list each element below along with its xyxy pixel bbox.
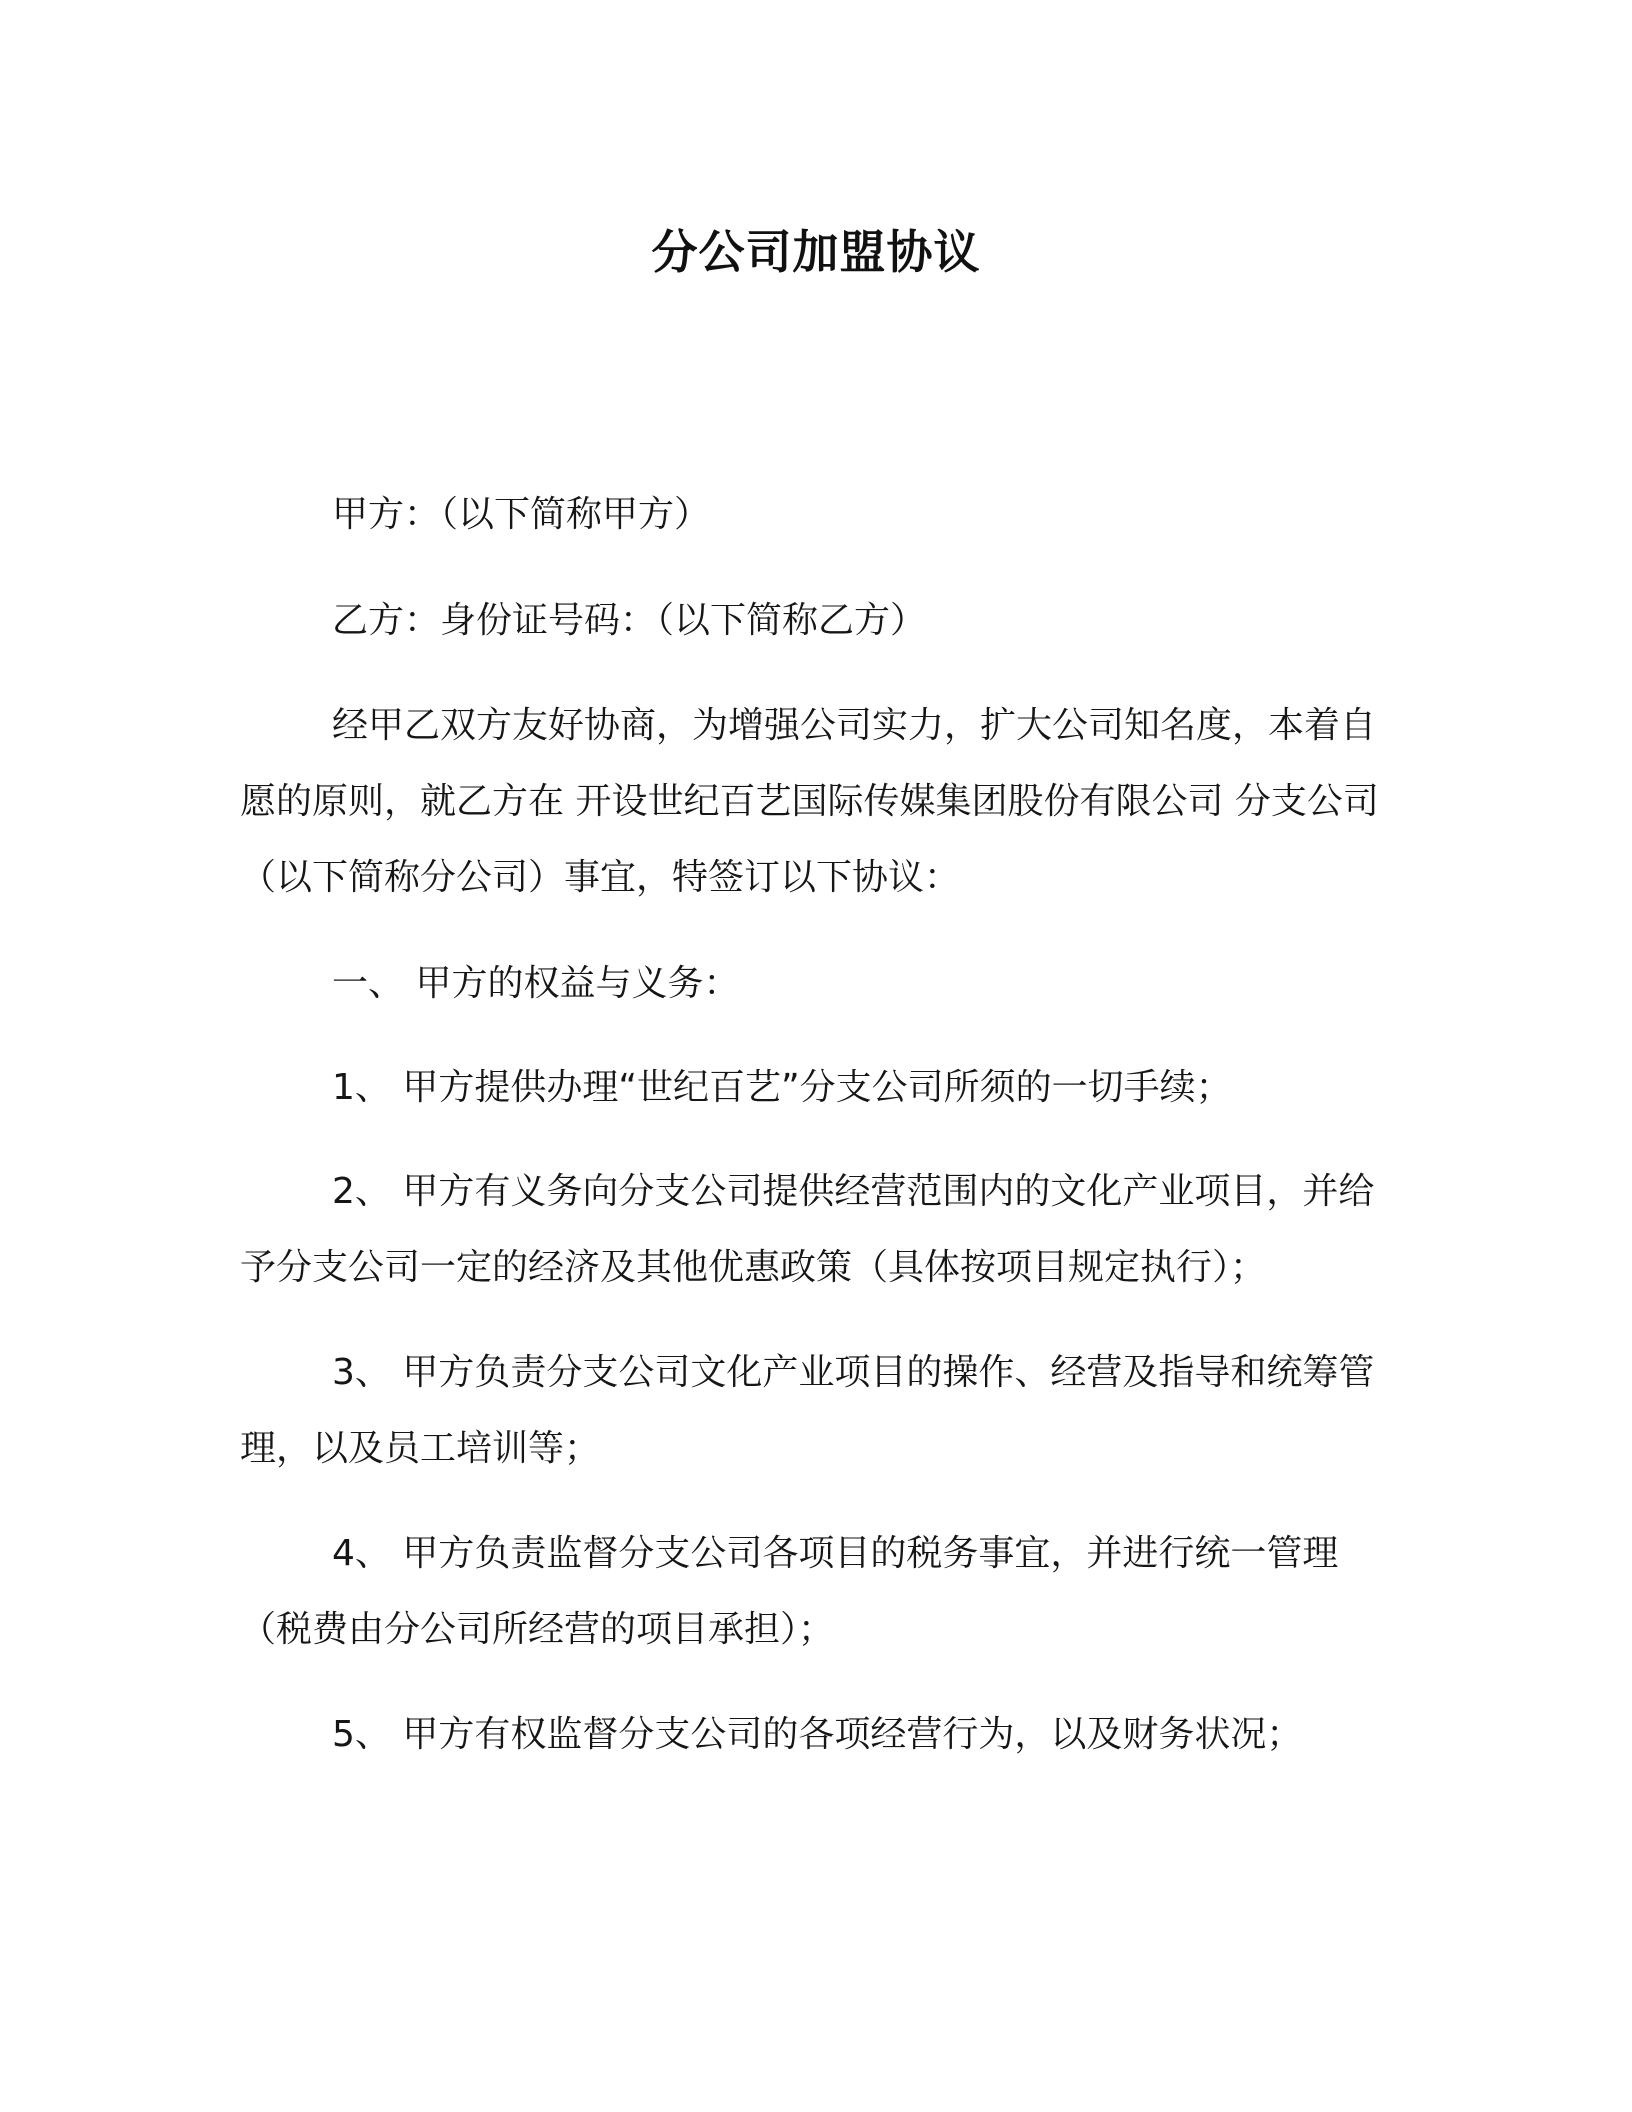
section-heading: 一、 甲方的权益与义务： [332, 963, 740, 1004]
intro-paragraph: 经甲乙双方友好协商，为增强公司实力，扩大公司知名度，本着自愿的原则，就乙方在 开设世纪百艺国际传媒集团股份有限公司 分支公司（以下简称分公司）事宜，特签订以下协议： [240, 705, 1379, 898]
party-a-line: 甲方：（以下简称甲方） [332, 494, 711, 535]
document-title: 分公司加盟协议 [651, 225, 981, 279]
clause-4: 4、 甲方负责监督分支公司各项目的税务事宜，并进行统一管理（税费由分公司所经营的项目承担）； [240, 1533, 1339, 1650]
clause-2: 2、 甲方有义务向分支公司提供经营范围内的文化产业项目，并给予分支公司一定的经济及其他优惠政策（具体按项目规定执行）； [240, 1171, 1375, 1288]
clause-3: 3、 甲方负责分支公司文化产业项目的操作、经营及指导和统筹管理，以及员工培训等； [240, 1352, 1375, 1469]
party-b-line: 乙方：身份证号码：（以下简称乙方） [332, 600, 927, 641]
clause-5: 5、 甲方有权监督分支公司的各项经营行为，以及财务状况； [332, 1714, 1303, 1755]
clause-1: 1、 甲方提供办理“世纪百艺”分支公司所须的一切手续； [332, 1067, 1232, 1108]
